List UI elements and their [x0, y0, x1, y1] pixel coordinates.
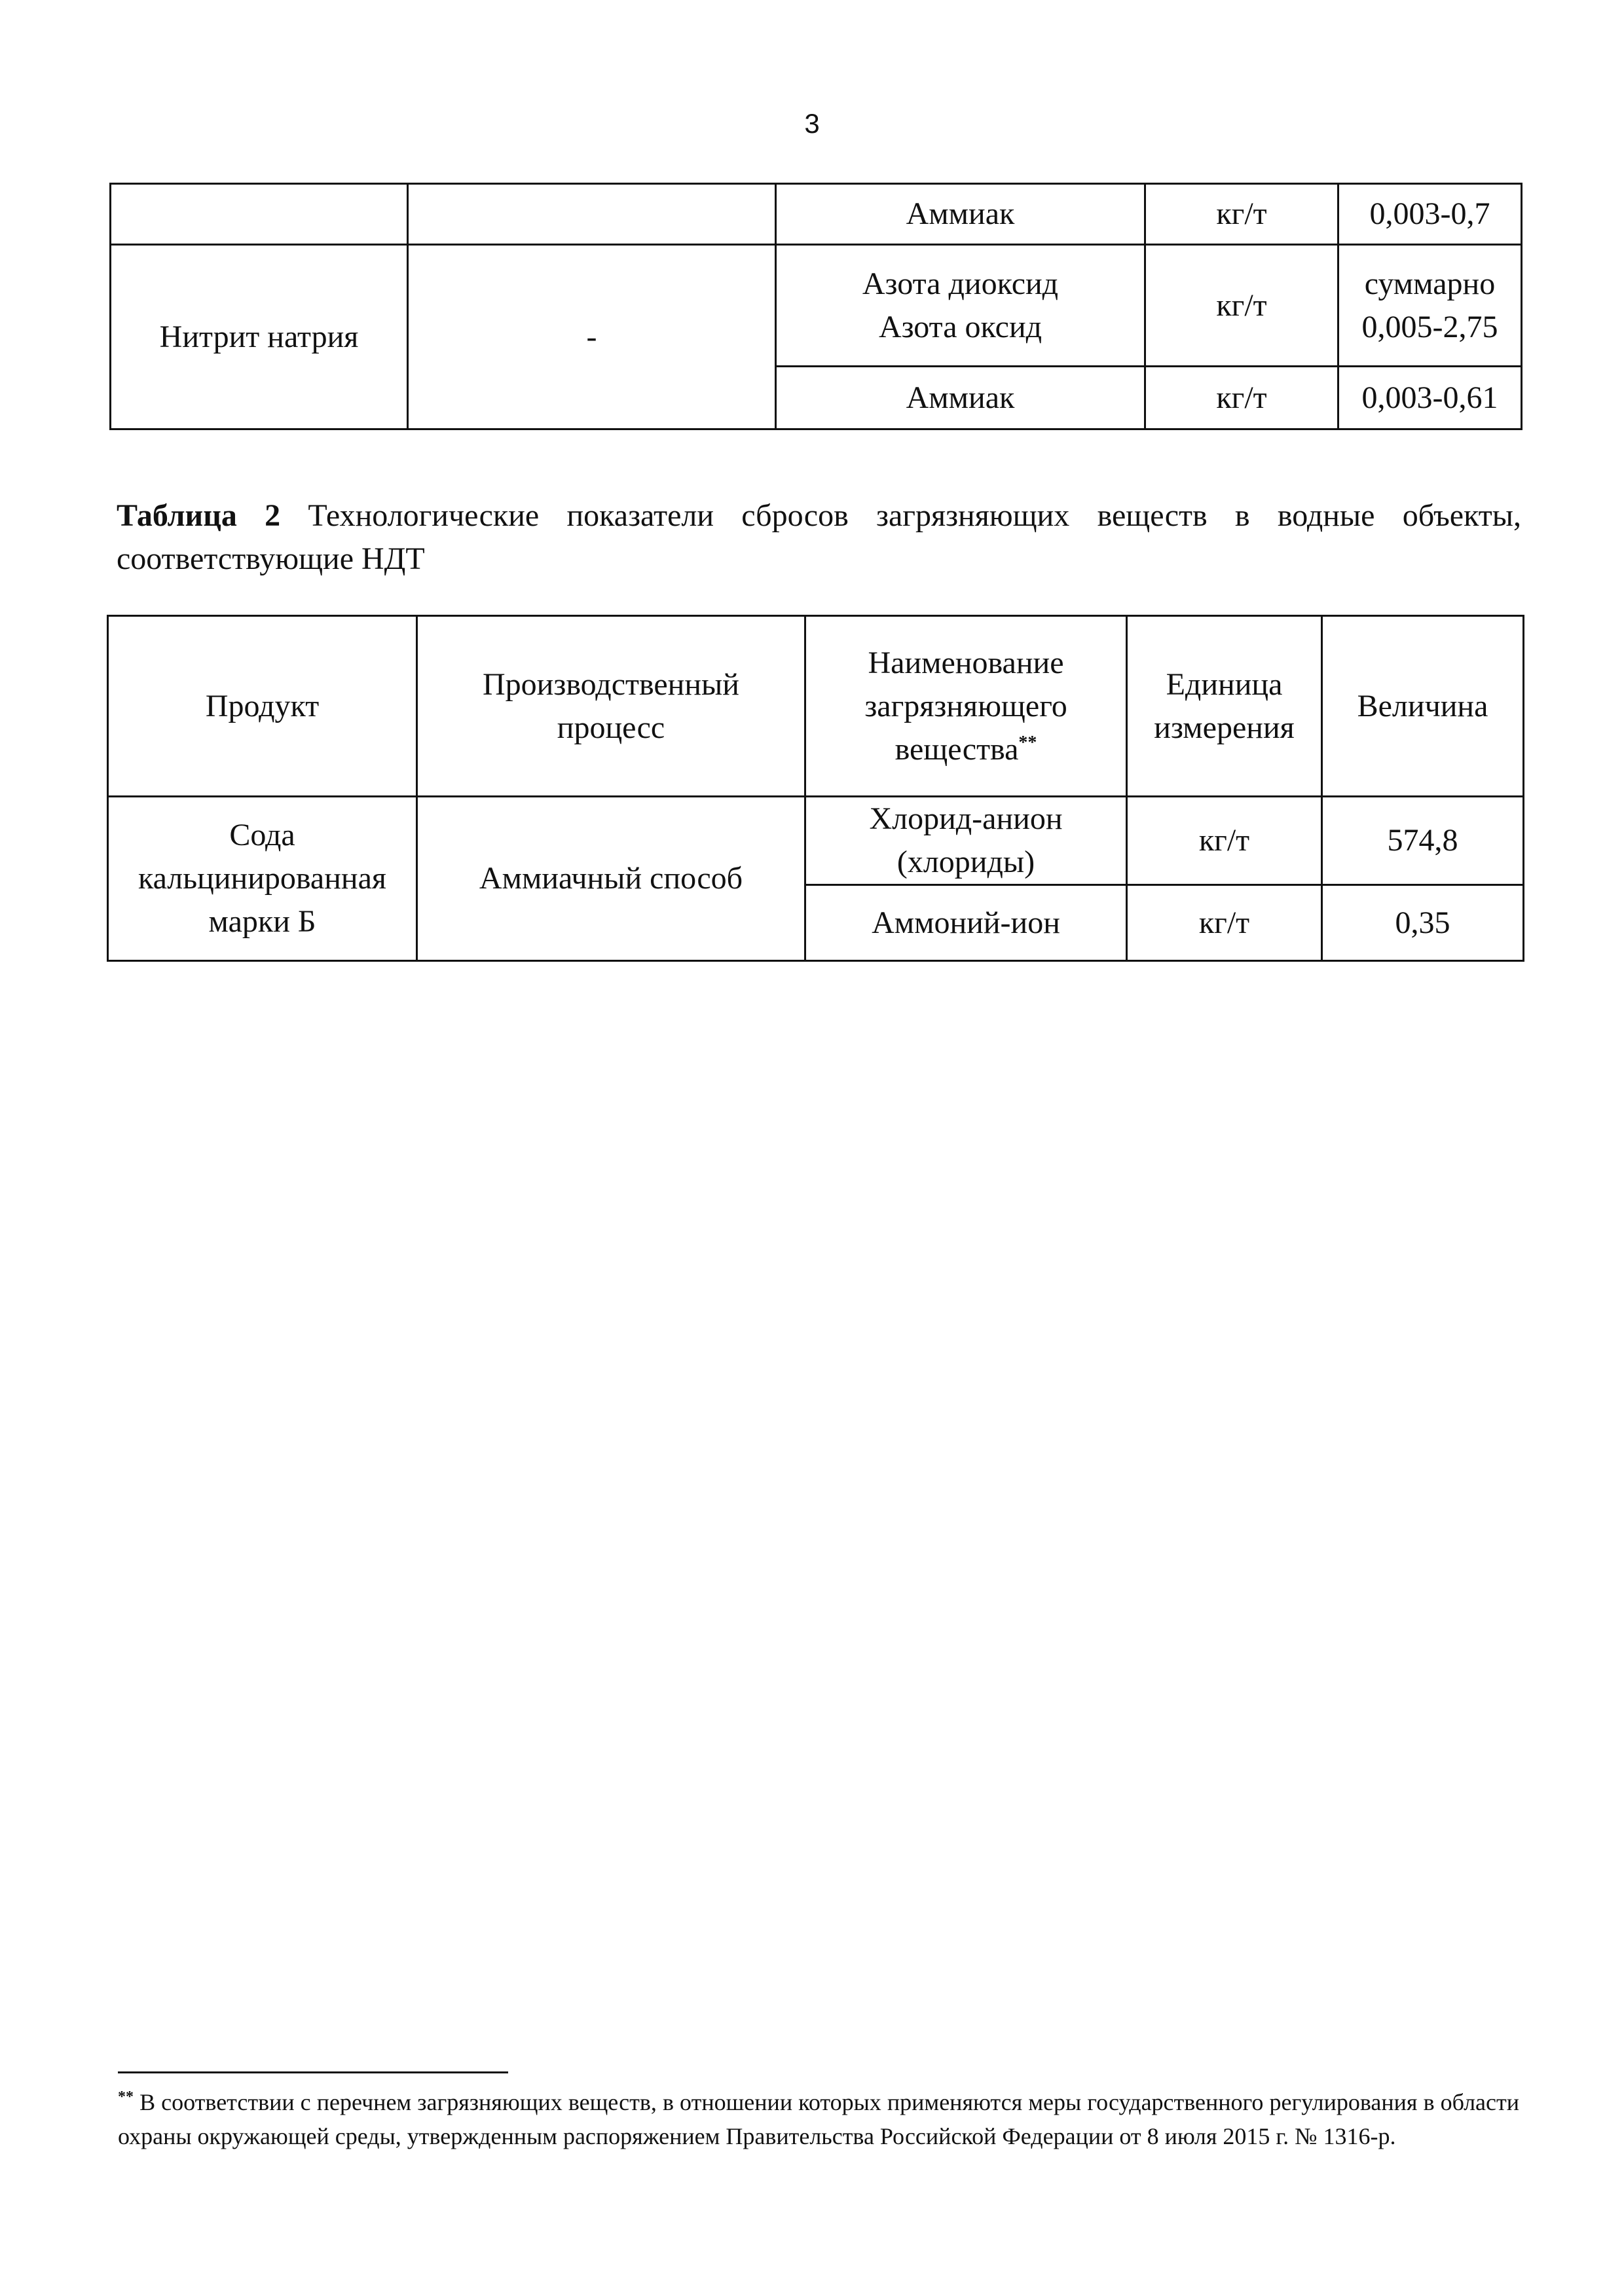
header-line: Наименование	[868, 645, 1064, 680]
header-line: Производственный	[483, 666, 739, 702]
unit-cell: кг/т	[1127, 885, 1322, 961]
header-line-text: вещества	[895, 731, 1019, 767]
header-line: процесс	[557, 710, 665, 745]
header-line	[813, 728, 1119, 771]
unit-cell: кг/т	[1145, 367, 1338, 429]
pollutant-line: Азота диоксид	[862, 266, 1059, 301]
header-line: загрязняющего	[864, 688, 1067, 723]
pollutant-line: Хлорид-анион	[869, 801, 1063, 836]
value-line: 0,005-2,75	[1361, 309, 1498, 344]
table-row	[108, 797, 1524, 885]
footnote	[118, 2085, 1519, 2153]
product-line: Сода	[229, 818, 295, 852]
table-cell-empty	[111, 184, 408, 245]
caption-text: Технологические показатели сбросов загрязняющих веществ в водные объекты, соответствующие НДТ	[117, 498, 1522, 576]
header-pollutant	[805, 616, 1127, 797]
table-2	[107, 615, 1524, 962]
value-cell: 0,003-0,7	[1338, 184, 1522, 245]
header-unit	[1127, 616, 1322, 797]
table-header-row	[108, 616, 1524, 797]
pollutant-cell	[805, 797, 1127, 885]
footnote-text: В соответствии с перечнем загрязняющих веществ, в отношении которых применяются меры государственного регулирования в области охраны окружающей среды, утвержденным распоряжением Правительства Российской Федерации от 8 июля 2015 г. № 1316-р.	[118, 2089, 1519, 2149]
process-cell: -	[408, 245, 776, 429]
value-cell: 0,003-0,61	[1338, 367, 1522, 429]
pollutant-cell: Аммиак	[776, 367, 1145, 429]
value-cell: 0,35	[1322, 885, 1524, 961]
table-row	[111, 184, 1522, 245]
product-line: кальцинированная	[138, 861, 386, 896]
value-cell	[1338, 245, 1522, 367]
value-cell: 574,8	[1322, 797, 1524, 885]
header-value: Величина	[1322, 616, 1524, 797]
table-1-continuation	[109, 183, 1522, 430]
page-number: 3	[804, 108, 820, 139]
table-2-caption	[117, 494, 1521, 581]
footnote-divider	[118, 2071, 508, 2073]
unit-cell: кг/т	[1145, 245, 1338, 367]
header-line: Единица	[1166, 666, 1283, 702]
pollutant-line: Азота оксид	[878, 309, 1043, 344]
table-cell-empty	[408, 184, 776, 245]
header-line: измерения	[1154, 710, 1295, 745]
pollutant-line: (хлориды)	[896, 845, 1035, 879]
product-cell: Нитрит натрия	[111, 245, 408, 429]
pollutant-cell: Аммоний-ион	[805, 885, 1127, 961]
product-cell	[108, 797, 417, 961]
header-product: Продукт	[108, 616, 417, 797]
header-process	[417, 616, 805, 797]
footnote-mark: **	[118, 2088, 134, 2105]
unit-cell: кг/т	[1127, 797, 1322, 885]
caption-label: Таблица 2	[117, 498, 281, 533]
pollutant-cell: Аммиак	[776, 184, 1145, 245]
value-line: суммарно	[1364, 266, 1496, 301]
process-cell: Аммиачный способ	[417, 797, 805, 961]
table-row	[111, 245, 1522, 367]
product-line: марки Б	[208, 904, 316, 939]
pollutant-cell	[776, 245, 1145, 367]
unit-cell: кг/т	[1145, 184, 1338, 245]
footnote-mark: **	[1018, 732, 1037, 753]
